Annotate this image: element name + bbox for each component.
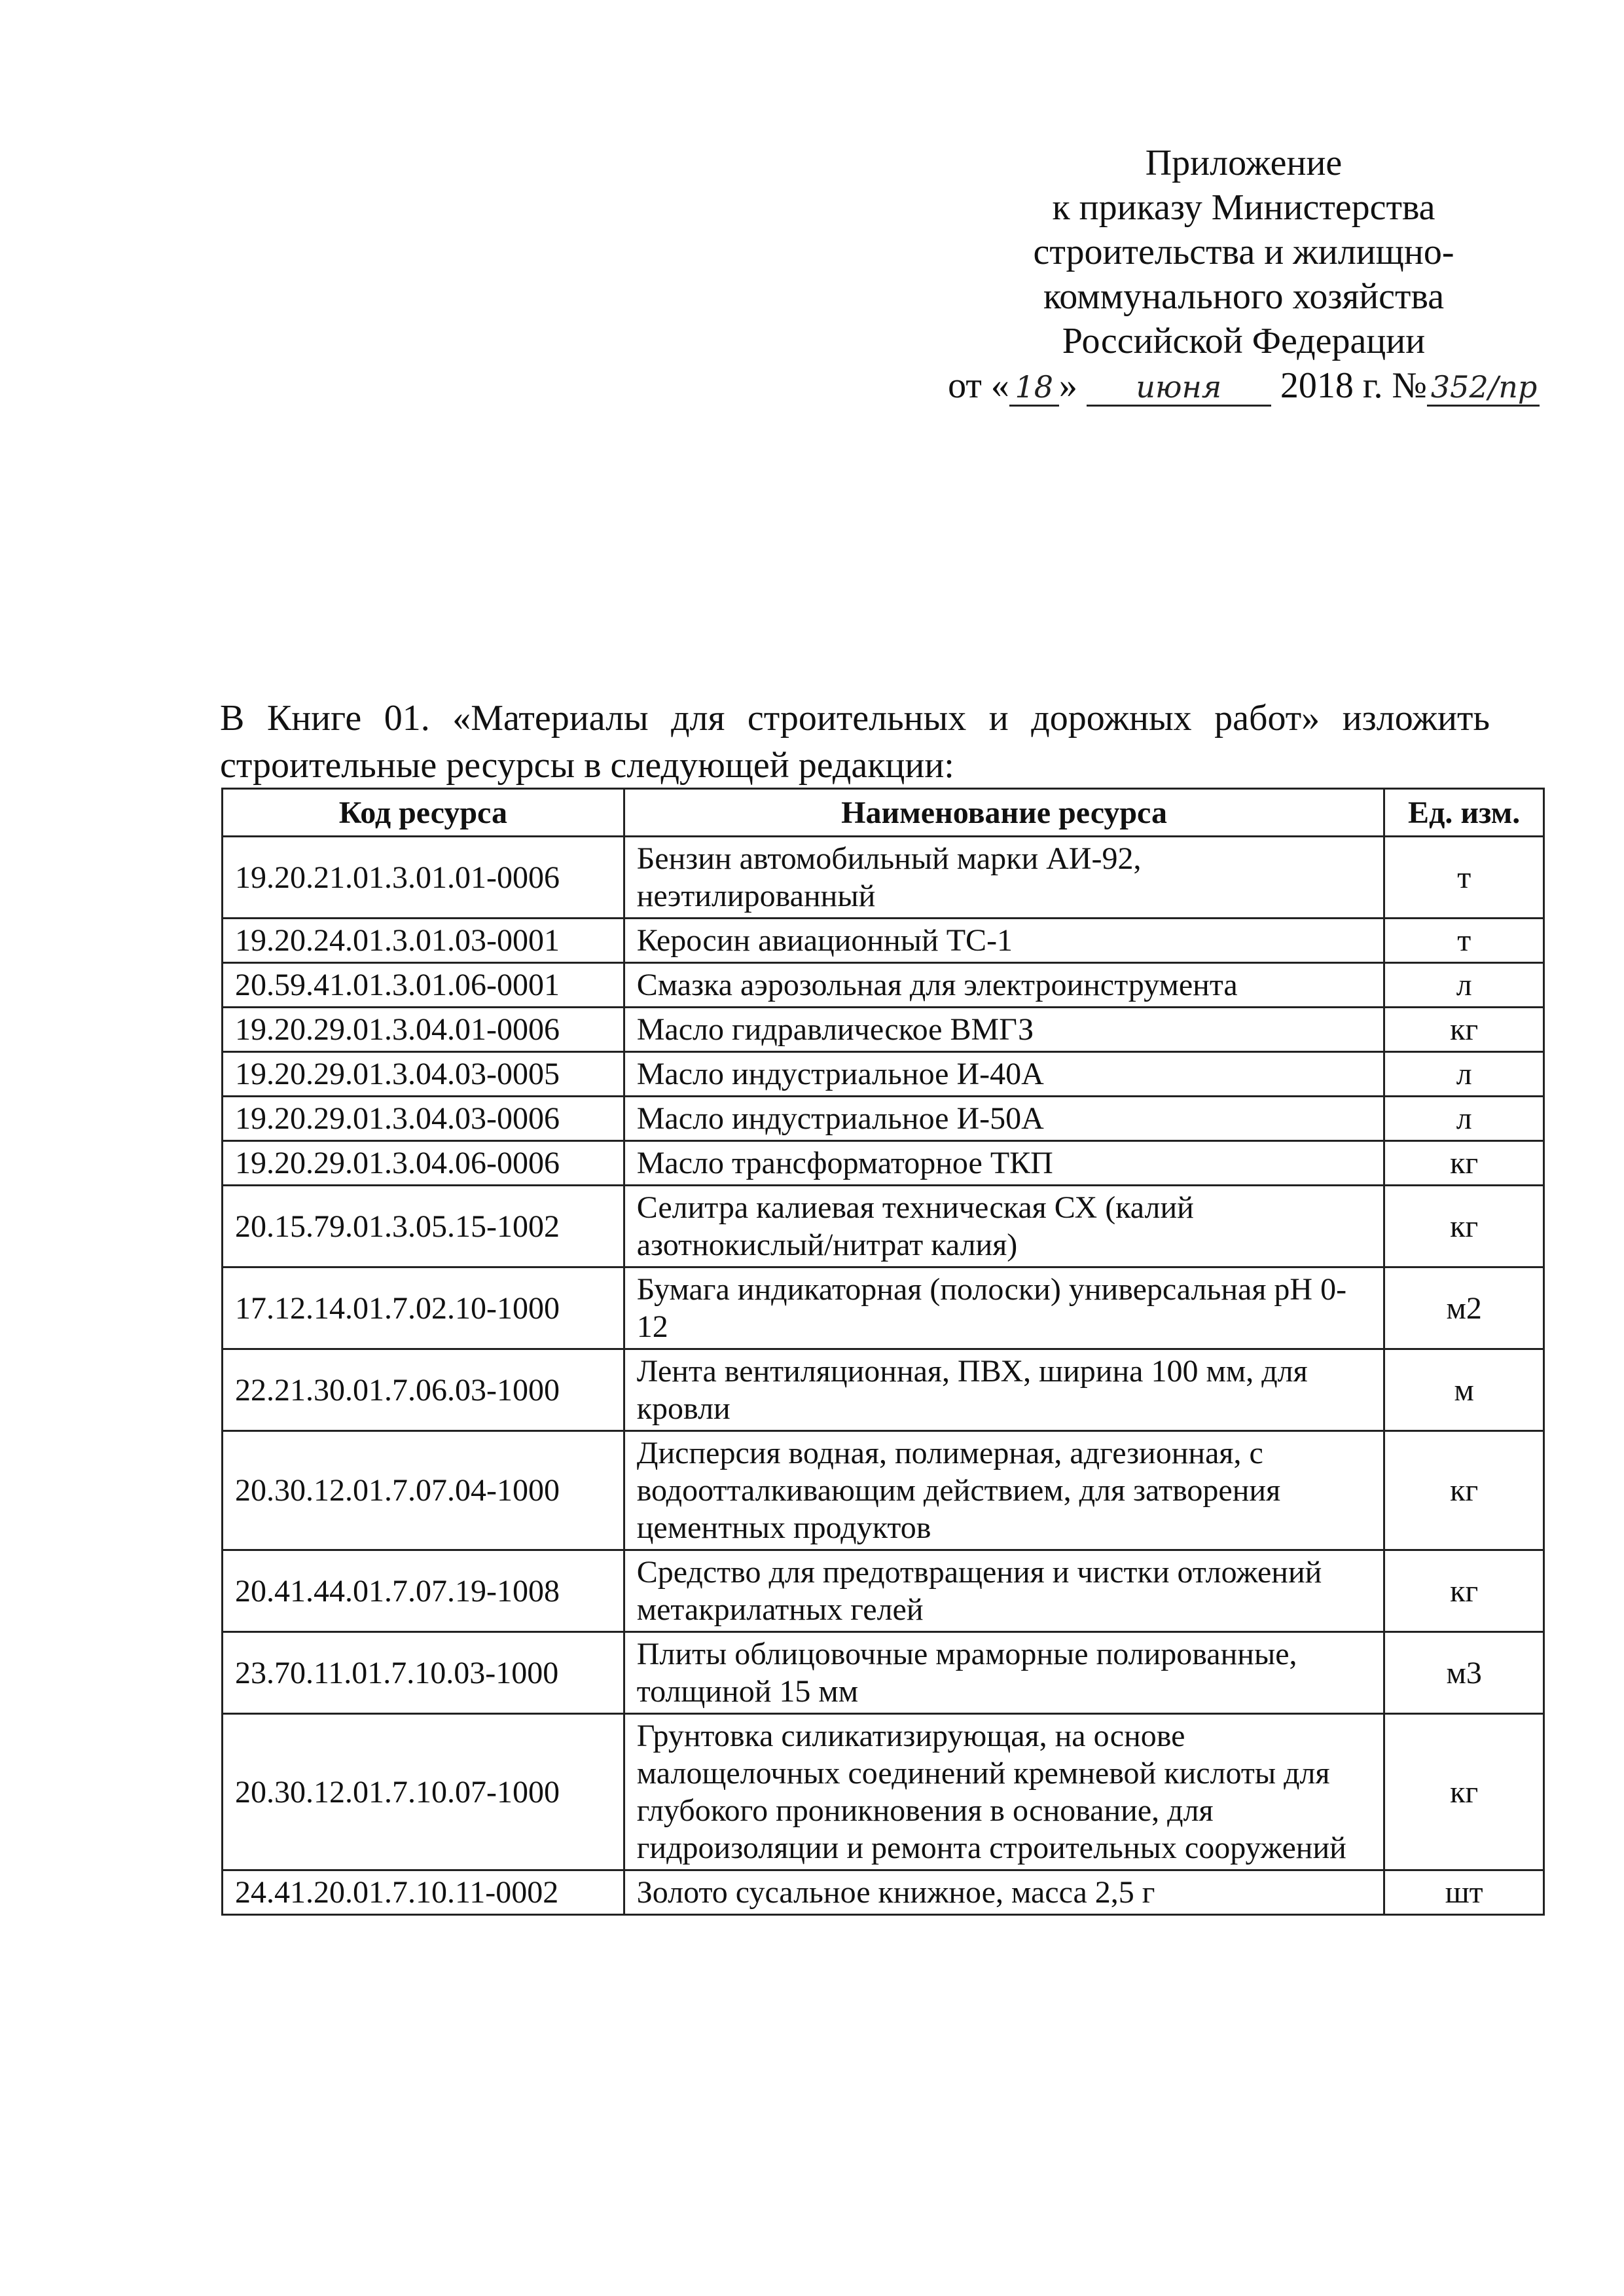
resource-code: 19.20.29.01.3.04.06-0006 bbox=[223, 1141, 624, 1186]
resource-name: Грунтовка силикатизирующая, на основе малощелочных соединений кремневой кислоты для глубокого проникновения в основание, для гидроизоляции и ремонта строительных сооружений bbox=[624, 1714, 1384, 1870]
resource-name: Золото сусальное книжное, масса 2,5 г bbox=[624, 1870, 1384, 1915]
table-row bbox=[223, 1431, 1544, 1550]
resource-unit: т bbox=[1384, 837, 1544, 919]
resource-code: 20.30.12.01.7.07.04-1000 bbox=[223, 1431, 624, 1550]
resource-unit: т bbox=[1384, 919, 1544, 963]
appendix-line-1: Приложение bbox=[1145, 143, 1343, 183]
resource-unit: л bbox=[1384, 963, 1544, 1008]
appendix-line-4: коммунального хозяйства bbox=[1043, 276, 1445, 317]
appendix-header bbox=[903, 141, 1584, 408]
header-code: Код ресурса bbox=[223, 789, 624, 837]
table-header-row bbox=[223, 789, 1544, 837]
table-row bbox=[223, 963, 1544, 1008]
resource-name: Дисперсия водная, полимерная, адгезионная, с водоотталкивающим действием, для затворения цементных продуктов bbox=[624, 1431, 1384, 1550]
table-row bbox=[223, 1870, 1544, 1915]
table-row bbox=[223, 1349, 1544, 1431]
resource-code: 17.12.14.01.7.02.10-1000 bbox=[223, 1267, 624, 1349]
resource-code: 20.59.41.01.3.01.06-0001 bbox=[223, 963, 624, 1008]
resource-name: Масло индустриальное И-40А bbox=[624, 1052, 1384, 1097]
resource-unit: кг bbox=[1384, 1550, 1544, 1632]
handwritten-day: 18 bbox=[1009, 369, 1059, 407]
table-row bbox=[223, 1186, 1544, 1267]
resource-unit: кг bbox=[1384, 1008, 1544, 1052]
resource-code: 20.30.12.01.7.10.07-1000 bbox=[223, 1714, 624, 1870]
resource-code: 20.15.79.01.3.05.15-1002 bbox=[223, 1186, 624, 1267]
resource-code: 19.20.21.01.3.01.01-0006 bbox=[223, 837, 624, 919]
table-row bbox=[223, 1550, 1544, 1632]
header-unit: Ед. изм. bbox=[1384, 789, 1544, 837]
header-name: Наименование ресурса bbox=[624, 789, 1384, 837]
resource-unit: кг bbox=[1384, 1714, 1544, 1870]
resource-code: 19.20.29.01.3.04.01-0006 bbox=[223, 1008, 624, 1052]
table-row bbox=[223, 919, 1544, 963]
resource-unit: л bbox=[1384, 1097, 1544, 1141]
table-row bbox=[223, 837, 1544, 919]
table-row bbox=[223, 1141, 1544, 1186]
resource-code: 20.41.44.01.7.07.19-1008 bbox=[223, 1550, 624, 1632]
resource-unit: кг bbox=[1384, 1186, 1544, 1267]
resource-name: Бензин автомобильный марки АИ-92, неэтилированный bbox=[624, 837, 1384, 919]
appendix-line-2: к приказу Министерства bbox=[1052, 187, 1435, 228]
handwritten-month: июня bbox=[1087, 369, 1271, 407]
resource-unit: кг bbox=[1384, 1431, 1544, 1550]
date-mid: » bbox=[1058, 365, 1077, 406]
table-row bbox=[223, 1097, 1544, 1141]
resource-name: Бумага индикаторная (полоски) универсальная pH 0-12 bbox=[624, 1267, 1384, 1349]
resource-code: 19.20.24.01.3.01.03-0001 bbox=[223, 919, 624, 963]
resource-name: Керосин авиационный ТС-1 bbox=[624, 919, 1384, 963]
table-row bbox=[223, 1267, 1544, 1349]
appendix-line-3: строительства и жилищно- bbox=[1033, 232, 1454, 272]
resource-unit: м2 bbox=[1384, 1267, 1544, 1349]
resource-unit: м3 bbox=[1384, 1632, 1544, 1714]
resource-name: Смазка аэрозольная для электроинструмента bbox=[624, 963, 1384, 1008]
table-row bbox=[223, 1008, 1544, 1052]
resource-code: 19.20.29.01.3.04.03-0005 bbox=[223, 1052, 624, 1097]
table-row bbox=[223, 1632, 1544, 1714]
appendix-line-5: Российской Федерации bbox=[1062, 321, 1426, 361]
resource-name: Селитра калиевая техническая СХ (калий азотнокислый/нитрат калия) bbox=[624, 1186, 1384, 1267]
resource-code: 19.20.29.01.3.04.03-0006 bbox=[223, 1097, 624, 1141]
resource-name: Плиты облицовочные мраморные полированные, толщиной 15 мм bbox=[624, 1632, 1384, 1714]
resource-unit: шт bbox=[1384, 1870, 1544, 1915]
order-date-line bbox=[903, 363, 1584, 408]
resource-unit: кг bbox=[1384, 1141, 1544, 1186]
resource-unit: м bbox=[1384, 1349, 1544, 1431]
date-prefix: от « bbox=[948, 365, 1009, 406]
table-row bbox=[223, 1714, 1544, 1870]
resource-name: Масло трансформаторное ТКП bbox=[624, 1141, 1384, 1186]
date-year: 2018 г. № bbox=[1280, 365, 1427, 406]
resource-name: Масло гидравлическое ВМГЗ bbox=[624, 1008, 1384, 1052]
table-row bbox=[223, 1052, 1544, 1097]
resource-unit: л bbox=[1384, 1052, 1544, 1097]
resource-code: 22.21.30.01.7.06.03-1000 bbox=[223, 1349, 624, 1431]
resource-code: 24.41.20.01.7.10.11-0002 bbox=[223, 1870, 624, 1915]
resource-name: Масло индустриальное И-50А bbox=[624, 1097, 1384, 1141]
intro-paragraph: В Книге 01. «Материалы для строительных и дорожных работ» изложить строительные ресурсы в следующей редакции: bbox=[220, 698, 1490, 786]
resource-name: Лента вентиляционная, ПВХ, ширина 100 мм, для кровли bbox=[624, 1349, 1384, 1431]
resource-code: 23.70.11.01.7.10.03-1000 bbox=[223, 1632, 624, 1714]
handwritten-order-number: 352/пр bbox=[1427, 369, 1540, 407]
resource-name: Средство для предотвращения и чистки отложений метакрилатных гелей bbox=[624, 1550, 1384, 1632]
resources-table bbox=[221, 788, 1545, 1916]
